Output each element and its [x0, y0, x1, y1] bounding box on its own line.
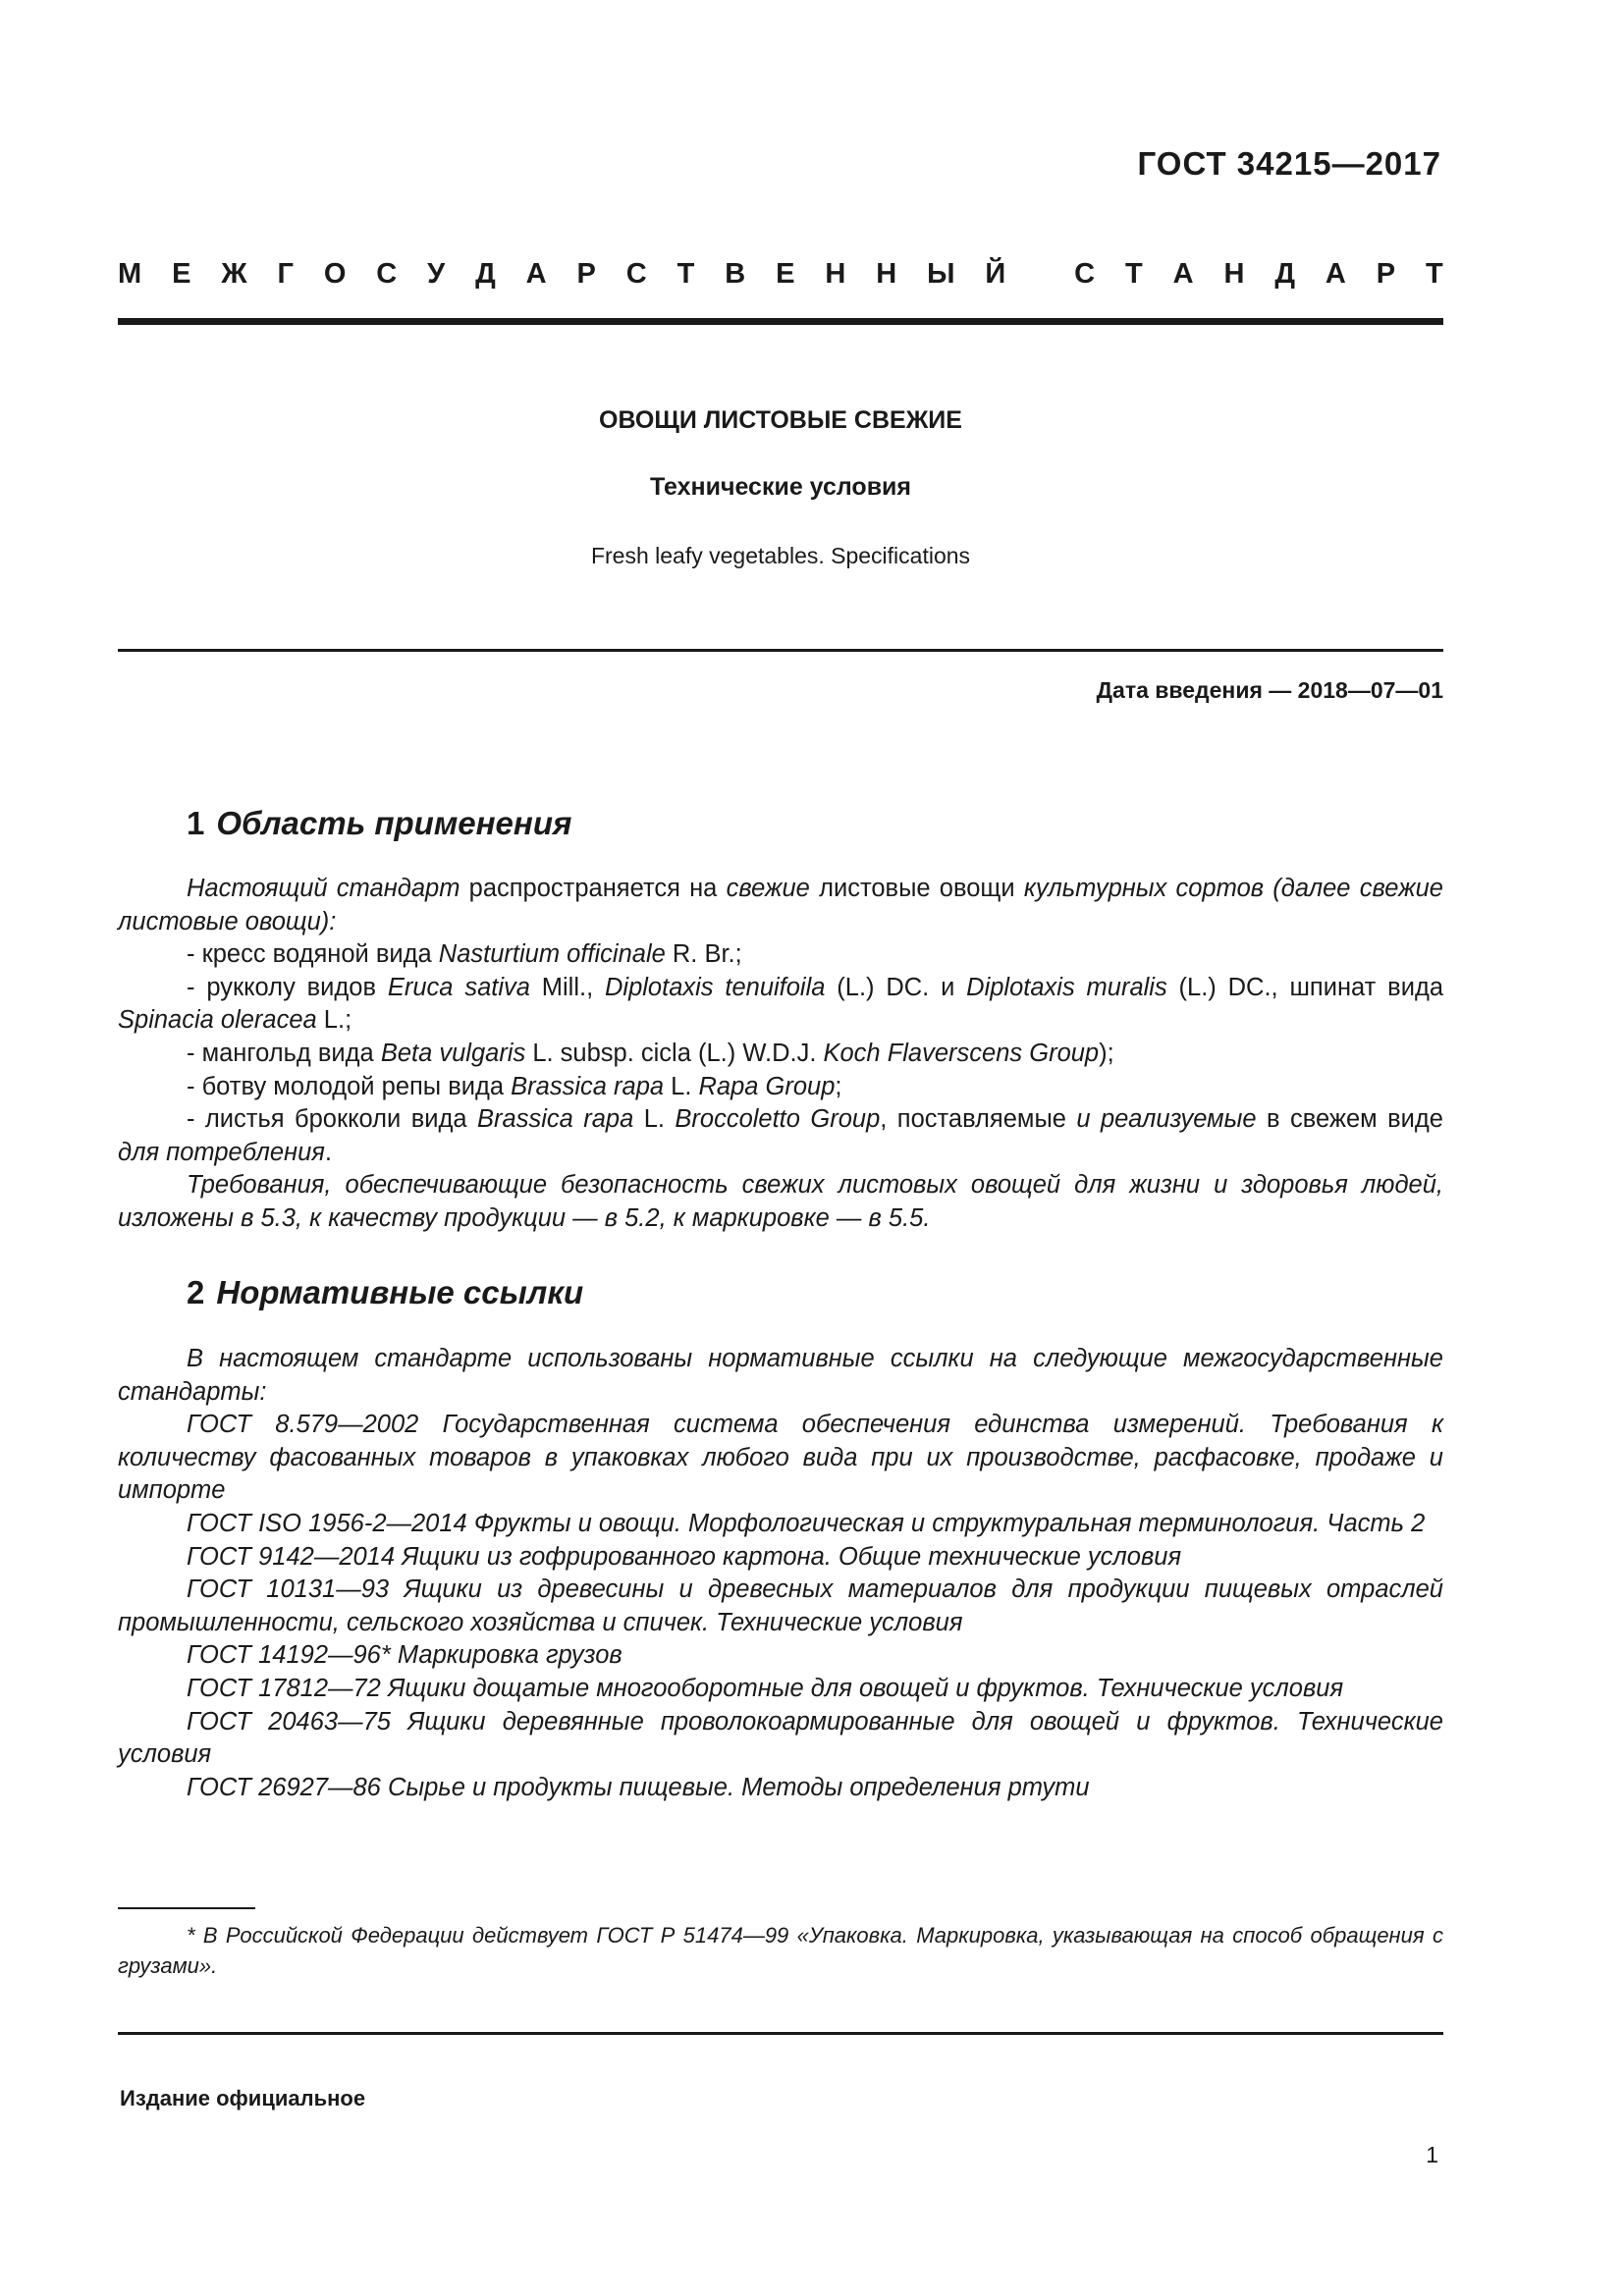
reference-item: ГОСТ 14192—96* Маркировка грузов	[187, 1641, 622, 1670]
section-1-heading	[187, 805, 571, 842]
heading-letter: Р	[576, 258, 596, 290]
heading-letter: Т	[1124, 258, 1143, 290]
heading-letter: С	[625, 258, 647, 290]
heading-letter: А	[1172, 258, 1194, 290]
reference-item: ГОСТ 17812—72 Ящики дощатые многооборотные для овощей и фруктов. Технические условия	[187, 1674, 1344, 1702]
heading-letter: О	[323, 258, 347, 290]
list-item: - мангольд вида Beta vulgaris L. subsp. cicla (L.) W.D.J. Koch Flaverscens Group);	[187, 1039, 1114, 1067]
document-title: ОВОЩИ ЛИСТОВЫЕ СВЕЖИЕ	[599, 406, 962, 434]
list-item: - ботву молодой репы вида Brassica rapa L. Rapa Group;	[187, 1072, 842, 1100]
scope-paragraph: Настоящий стандарт распространяется на свежие листовые овощи культурных сортов (далее свежие листовые овощи):	[118, 875, 1443, 935]
footer-divider	[118, 2032, 1443, 2035]
heading-letter: Е	[776, 258, 795, 290]
english-title: Fresh leafy vegetables. Specifications	[590, 543, 971, 568]
reference-item: ГОСТ 10131—93 Ящики из древесины и древесных материалов для продукции пищевых отраслей промышленности, сельского хозяйства и спичек. Технические условия	[118, 1575, 1443, 1636]
reference-item: ГОСТ 9142—2014 Ящики из гофрированного картона. Общие технические условия	[187, 1542, 1182, 1571]
reference-item: ГОСТ 20463—75 Ящики деревянные проволокоармированные для овощей и фруктов. Технические условия	[118, 1707, 1443, 1769]
heading-letter: Р	[1376, 258, 1396, 290]
section-number: 2	[187, 1274, 205, 1310]
heading-letter: Ы	[927, 258, 955, 290]
section-1-body	[118, 873, 1443, 1236]
heading-letter	[1036, 258, 1044, 291]
heading-letter: В	[725, 258, 746, 290]
requirements-paragraph: Требования, обеспечивающие безопасность свежих листовых овощей для жизни и здоровья людей, изложены в 5.3, к качеству продукции — в 5.2, к маркировке — в 5.5.	[118, 1171, 1443, 1232]
heading-letter: М	[118, 258, 142, 290]
heading-letter: У	[427, 258, 446, 290]
heading-letter: Й	[985, 258, 1006, 290]
heading-letter: А	[525, 258, 547, 290]
list-item: - листья брокколи вида Brassica rapa L. Broccoletto Group, поставляемые и реализуемые в свежем виде для потребления.	[118, 1105, 1443, 1166]
page-number: 1	[1426, 2142, 1438, 2167]
header-divider	[118, 318, 1443, 325]
heading-letter: Н	[825, 258, 846, 290]
heading-letter: С	[1074, 258, 1096, 290]
heading-letter: Т	[676, 258, 695, 290]
heading-letter: Д	[475, 258, 496, 290]
section-2-body	[118, 1343, 1443, 1804]
heading-letter: Г	[277, 258, 294, 290]
section-title: Нормативные ссылки	[216, 1274, 584, 1310]
heading-letter: Ж	[221, 258, 247, 290]
heading-letter: Е	[172, 258, 191, 290]
footnote-divider	[118, 1907, 255, 1909]
heading-letter: Т	[1426, 258, 1443, 290]
standard-type-heading	[118, 258, 1443, 291]
section-title: Область применения	[216, 805, 572, 841]
section-number: 1	[187, 805, 205, 841]
heading-letter: Д	[1274, 258, 1295, 290]
document-subtitle: Технические условия	[649, 473, 912, 501]
reference-item: ГОСТ 8.579—2002 Государственная система обеспечения единства измерений. Требования к количеству фасованных товаров в упаковках любого вида при их производстве, расфасовке, продаже и импорте	[118, 1411, 1443, 1505]
footnote: * В Российской Федерации действует ГОСТ Р 51474—99 «Упаковка. Маркировка, указывающая на способ обращения с грузами».	[118, 1923, 1443, 1978]
document-number: ГОСТ 34215—2017	[1137, 145, 1441, 182]
reference-item: ГОСТ 26927—86 Сырье и продукты пищевые. Методы определения ртути	[187, 1773, 1090, 1801]
section-2-heading	[187, 1274, 583, 1311]
heading-letter: Н	[1223, 258, 1245, 290]
official-edition-label: Издание официальное	[120, 2086, 366, 2110]
list-item: - кресс водяной вида Nasturtium officinale R. Br.;	[187, 940, 742, 969]
reference-item: ГОСТ ISO 1956-2—2014 Фрукты и овощи. Морфологическая и структуральная терминология. Часть 2	[187, 1509, 1426, 1537]
heading-letter: Н	[876, 258, 897, 290]
title-divider	[118, 649, 1443, 652]
references-intro: В настоящем стандарте использованы нормативные ссылки на следующие межгосударственные стандарты:	[118, 1345, 1443, 1406]
list-item: - рукколу видов Eruca sativa Mill., Diplotaxis tenuifoila (L.) DC. и Diplotaxis muralis (L.) DC., шпинат вида Spinacia oleracea L.;	[118, 973, 1444, 1035]
heading-letter: А	[1325, 258, 1346, 290]
heading-letter: С	[376, 258, 398, 290]
introduction-date: Дата введения — 2018—07—01	[1096, 677, 1443, 703]
